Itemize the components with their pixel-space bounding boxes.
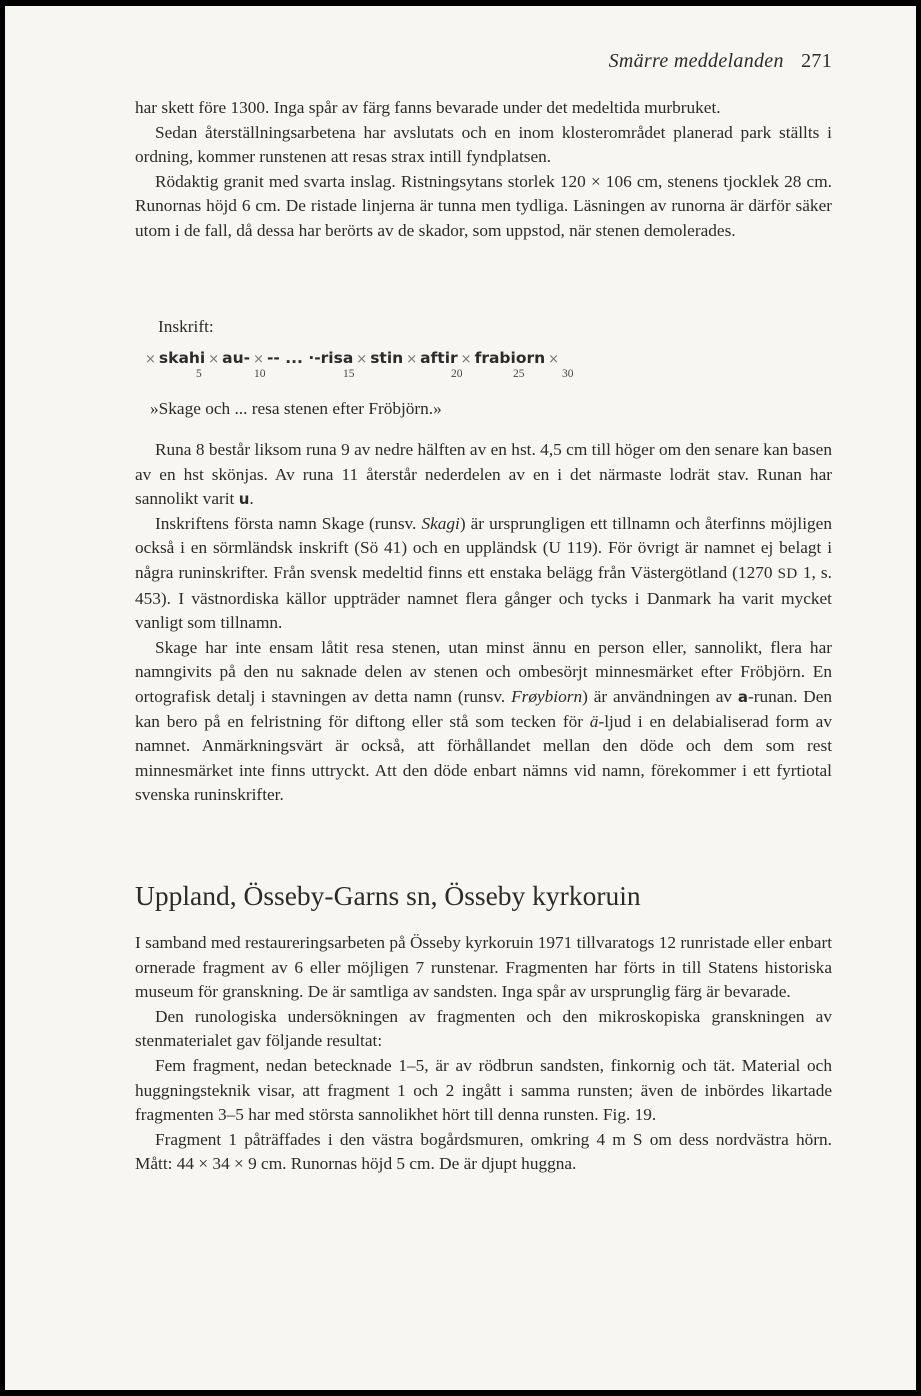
- text-run: ) är användningen av: [582, 686, 733, 706]
- text-run: Runa 8 består liksom runa 9 av nedre hälften av en hst. 4,5 cm till höger om den senare kan basen av en hst skönjas. Av runa 11 återstår nederdelen av en i det närmaste lodrät stav. Runan har sannolikt varit: [135, 440, 832, 509]
- abbreviation: SD: [777, 565, 798, 582]
- word-separator: ×: [548, 352, 560, 367]
- rune-glyph: a: [737, 687, 748, 706]
- inscription-segment: stin: [370, 349, 404, 367]
- rune-number: 15: [343, 368, 355, 380]
- running-head: [609, 50, 832, 73]
- inscription-label: Inskrift:: [158, 317, 214, 336]
- text-run: .: [249, 489, 254, 509]
- section-1: [135, 96, 832, 244]
- italic-letter: ä: [589, 711, 599, 731]
- inscription-segment: frabiorn: [474, 349, 546, 367]
- paragraph: Den runologiska undersökningen av fragmenten och den mikroskopiska granskningen av stenmaterialet gav följande resultat:: [135, 1006, 832, 1051]
- italic-name: Skagi: [421, 513, 460, 533]
- italic-name: Frøybiorn: [511, 686, 583, 706]
- page: [5, 6, 916, 1390]
- text-run: -runan. Den kan bero på en felristning för diftong eller stå som tecken för: [135, 686, 832, 731]
- paragraph: Sedan återställningsarbetena har avslutats och en inom klosterområdet planerad park ställts i ordning, kommer runstenen att resas strax intill fyndplatsen.: [135, 122, 832, 167]
- word-separator: ×: [208, 352, 220, 367]
- text-run: Skage har inte ensam låtit resa stenen, utan minst ännu en person eller, sannolikt, flera har namngivits på den nu saknade delen av stenen och ombesörjt minnesmärket efter Fröbjörn. En ortografisk detalj i stavningen av detta namn (runsv.: [135, 637, 832, 706]
- inscription-segment: -- ... ·-risa: [267, 349, 354, 367]
- rune-number: 20: [451, 368, 463, 380]
- paragraph: Rödaktig granit med svarta inslag. Ristningsytans storlek 120 × 106 cm, stenens tjocklek 28 cm. Runornas höjd 6 cm. De ristade linjerna är tunna men tydliga. Läsningen av runorna är därför säker utom i de fall, då dessa har berörts av de skador, som uppstod, när stenen demolerades.: [135, 171, 832, 240]
- running-head-title: Smärre meddelanden: [608, 50, 784, 72]
- word-separator: ×: [253, 352, 264, 367]
- rune-number: 5: [196, 368, 202, 380]
- paragraph: Fragment 1 påträffades i den västra bogårdsmuren, omkring 4 m S om dess nordvästra hörn. Mått: 44 × 34 × 9 cm. Runornas höjd 5 cm. De är djupt huggna.: [135, 1129, 832, 1174]
- word-separator: ×: [406, 352, 418, 367]
- paragraph: Fem fragment, nedan betecknade 1–5, är av rödbrun sandsten, finkornig och tät. Material och huggningsteknik visar, att fragment 1 och 2 ingått i samma runsten; även de inbördes likartade fragmenten 3–5 har med största sannolikhet hört till denna runsten. Fig. 19.: [135, 1055, 832, 1125]
- paragraph: I samband med restaureringsarbeten på Össeby kyrkoruin 1971 tillvaratogs 12 runristade eller enbart ornerade fragment av 6 eller möjligen 7 runstenar. Fragmenten har förts in till Statens historiska museum för granskning. De är samtliga av sandsten. Inga spår av ursprunglig färg är bevarade.: [135, 933, 832, 1002]
- word-separator: ×: [356, 352, 368, 367]
- section-heading: Uppland, Össeby-Garns sn, Össeby kyrkoruin: [135, 880, 641, 911]
- section-2: [135, 438, 832, 808]
- text-run: 1, s. 453). I västnordiska källor uppträder namnet flera gånger och tycks i Danmark ha varit mycket vanligt som tillnamn.: [135, 562, 832, 633]
- text-run: Inskriftens första namn Skage (runsv.: [155, 513, 417, 533]
- rune-number: 25: [513, 368, 525, 380]
- inscription-segment: au-: [222, 349, 251, 367]
- text-run: ) är ursprungligen ett tillnamn och återfinns möjligen också i en sörmländsk inskrift (Sö 41) och en uppländsk (U 119). För övrigt är namnet ej belagt i några runinskrifter. Från svensk medeltid finns ett enstaka belägg från Västergötland (1270: [135, 513, 832, 582]
- rune-number: 10: [254, 368, 266, 380]
- rune-glyph: u: [238, 490, 250, 509]
- page-number: 271: [801, 50, 832, 72]
- text-run: -ljud i en delabialiserad form av namnet. Anmärkningsvärt är också, att förhållandet mellan den döde och dem som rest minnesmärket inte finns uttryckt. Att den döde enbart nämns vid namn, förekommer i ett fyrtiotal svenska runinskrifter.: [135, 711, 832, 805]
- inscription-transliteration: [142, 349, 562, 367]
- word-separator: ×: [145, 352, 156, 367]
- word-separator: ×: [460, 352, 472, 367]
- section-3: [135, 931, 832, 1177]
- paragraph: [135, 438, 832, 512]
- paragraph: [135, 636, 832, 808]
- paragraph: [135, 512, 832, 636]
- inscription-segment: aftir: [420, 349, 458, 367]
- rune-number: 30: [562, 368, 574, 380]
- paragraph: har skett före 1300. Inga spår av färg fanns bevarade under det medeltida murbruket.: [135, 98, 721, 117]
- inscription-translation: »Skage och ... resa stenen efter Fröbjörn.»: [150, 399, 442, 418]
- inscription-segment: skahi: [158, 349, 206, 367]
